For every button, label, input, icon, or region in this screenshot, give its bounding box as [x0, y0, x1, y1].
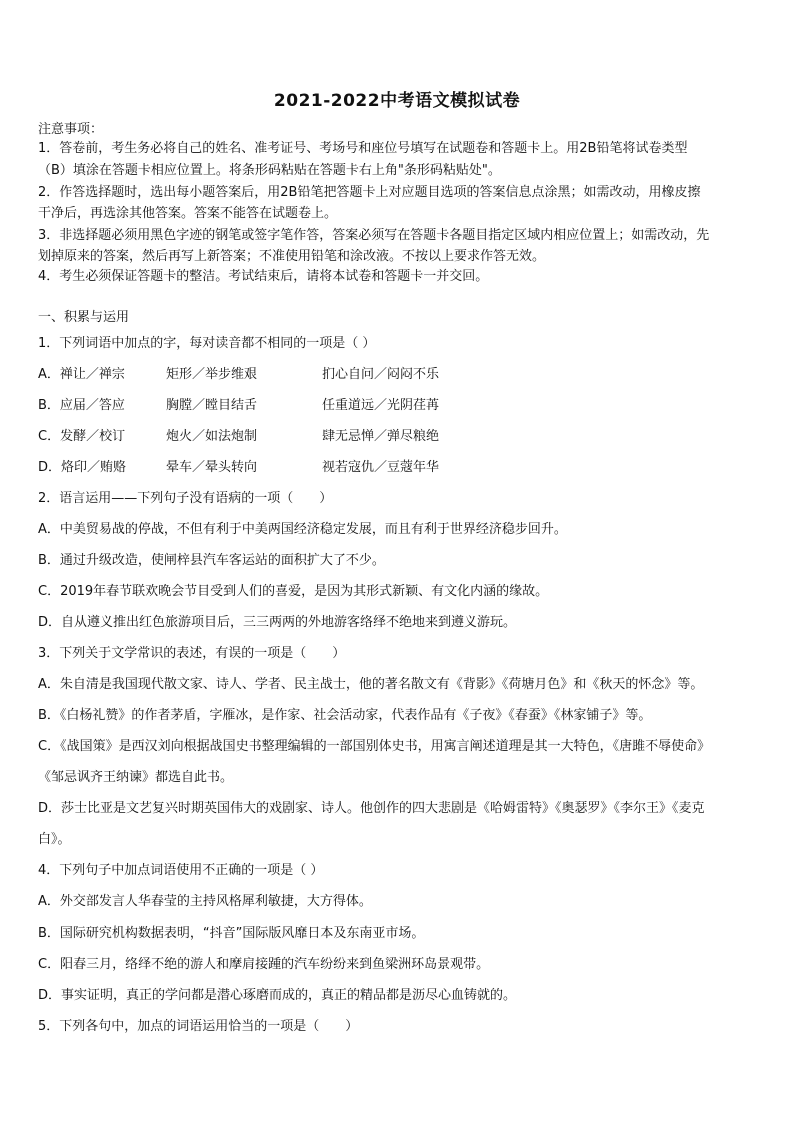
notice-heading: 注意事项： — [38, 122, 104, 137]
question-stem: 2．语言运用——下列句子没有语病的一项（ ） — [38, 491, 333, 506]
page-title: 2021-2022中考语文模拟试卷 — [273, 91, 521, 111]
notice-line: 干净后，再选涂其他答案。答案不能答在试题卷上。 — [38, 206, 338, 221]
option-text: D．自从遵义推出红色旅游项目后，三三两两的外地游客络绎不绝地来到遵义游玩。 — [38, 615, 517, 630]
notice-line: 1．答卷前，考生务必将自己的姓名、准考证号、考场号和座位号填写在试题卷和答题卡上。用2B铅笔将试卷类型 — [38, 141, 688, 156]
option-text: 《邹忌讽齐王纳谏》都选自此书。 — [38, 770, 234, 785]
option-text: 晕车／晕头转向 — [166, 460, 258, 475]
option-text: B．通过升级改造，使闸梓县汽车客运站的面积扩大了不少。 — [38, 553, 385, 568]
option-text: C．阳春三月，络绎不绝的游人和摩肩接踵的汽车纷纷来到鱼梁洲环岛景观带。 — [38, 957, 490, 972]
option-text: A．禅让／禅宗 — [38, 367, 125, 382]
option-text: B．《白杨礼赞》的作者茅盾，字雁冰，是作家、社会活动家，代表作品有《子夜》《春蚕》《林家铺子》等。 — [38, 708, 652, 723]
question-stem: 1．下列词语中加点的字，每对读音都不相同的一项是（ ） — [38, 336, 376, 351]
option-text: C．发酵／校订 — [38, 429, 126, 444]
option-text: 视若寇仇／豆蔻年华 — [322, 460, 440, 475]
notice-line: 3．非选择题必须用黑色字迹的钢笔或签字笔作答，答案必须写在答题卡各题目指定区域内相应位置上；如需改动，先 — [38, 228, 710, 243]
notice-line: （B）填涂在答题卡相应位置上。将条形码粘贴在答题卡右上角"条形码粘贴处"。 — [38, 163, 501, 178]
option-text: C．2019年春节联欢晚会节目受到人们的喜爱，是因为其形式新颖、有文化内涵的缘故。 — [38, 584, 549, 599]
option-text: A．外交部发言人华春莹的主持风格犀利敏捷，大方得体。 — [38, 894, 372, 909]
option-text: 胸膛／瞠目结舌 — [166, 398, 258, 413]
question-stem: 3．下列关于文学常识的表述，有误的一项是（ ） — [38, 646, 346, 661]
option-text: A．中美贸易战的停战，不但有利于中美两国经济稳定发展，而且有利于世界经济稳步回升。 — [38, 522, 567, 537]
option-text: 扪心自问／闷闷不乐 — [322, 367, 440, 382]
option-text: 肆无忌惮／弹尽粮绝 — [322, 429, 440, 444]
option-text: 白》。 — [38, 832, 71, 847]
option-text: 炮火／如法炮制 — [166, 429, 258, 444]
notice-line: 2．作答选择题时，选出每小题答案后，用2B铅笔把答题卡上对应题目选项的答案信息点涂黑；如需改动，用橡皮擦 — [38, 185, 701, 200]
option-text: B．应届／答应 — [38, 398, 125, 413]
question-stem: 5．下列各句中，加点的词语运用恰当的一项是（ ） — [38, 1019, 359, 1034]
option-text: 矩形／举步维艰 — [166, 367, 258, 382]
option-text: D．事实证明，真正的学问都是潜心琢磨而成的，真正的精品都是沥尽心血铸就的。 — [38, 988, 517, 1003]
notice-line: 划掉原来的答案，然后再写上新答案；不准使用铅笔和涂改液。不按以上要求作答无效。 — [38, 249, 546, 264]
option-text: 任重道远／光阴荏苒 — [322, 398, 440, 413]
option-text: A．朱自清是我国现代散文家、诗人、学者、民主战士，他的著名散文有《背影》《荷塘月色》和《秋天的怀念》等。 — [38, 677, 704, 692]
question-stem: 4．下列句子中加点词语使用不正确的一项是（ ） — [38, 863, 324, 878]
option-text: D．莎士比亚是文艺复兴时期英国伟大的戏剧家、诗人。他创作的四大悲剧是《哈姆雷特》《奥瑟罗》《李尔王》《麦克 — [38, 801, 705, 816]
option-text: C．《战国策》是西汉刘向根据战国史书整理编辑的一部国别体史书，用寓言阐述道理是其一大特色，《唐雎不辱使命》 — [38, 739, 711, 754]
option-text: B．国际研究机构数据表明，“抖音”国际版风靡日本及东南亚市场。 — [38, 926, 425, 941]
notice-line: 4．考生必须保证答题卡的整洁。考试结束后，请将本试卷和答题卡一并交回。 — [38, 269, 489, 284]
option-text: D．烙印／贿赂 — [38, 460, 127, 475]
section-heading: 一、积累与运用 — [38, 310, 130, 325]
